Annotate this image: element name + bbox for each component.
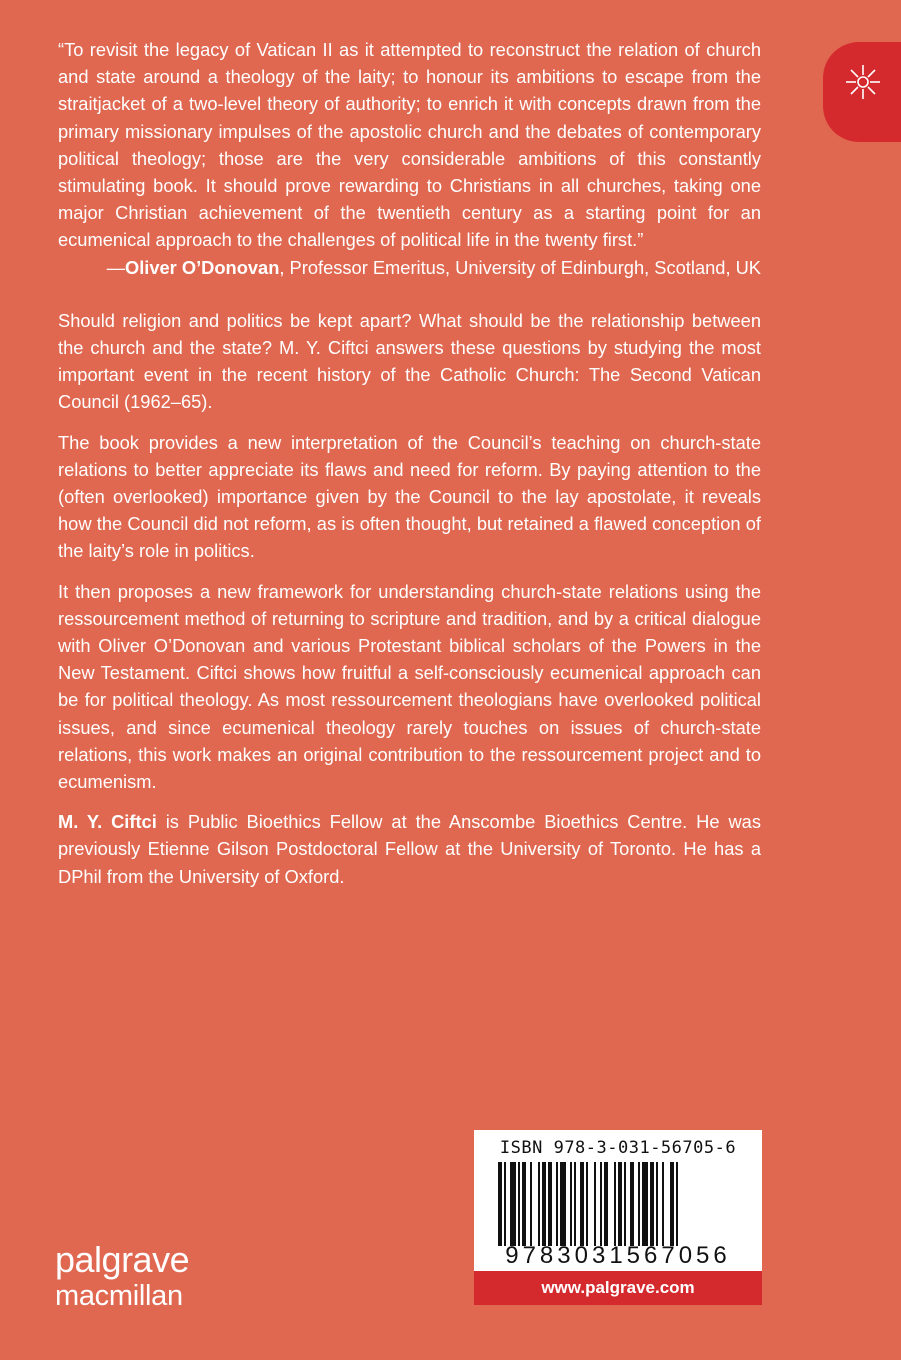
barcode-bar (594, 1162, 596, 1246)
endorser-affiliation: , Professor Emeritus, University of Edinburgh, Scotland, UK (279, 256, 761, 278)
publisher-url[interactable]: www.palgrave.com (474, 1271, 762, 1305)
barcode-bar (600, 1162, 602, 1246)
barcode-bar (530, 1162, 532, 1246)
barcode-bar (642, 1162, 648, 1246)
barcode-bar (548, 1162, 552, 1246)
barcode-bar (522, 1162, 526, 1246)
barcode-bar (650, 1162, 654, 1246)
author-bio-text: is Public Bioethics Fellow at the Anscombe Bioethics Centre. He was previously Etienne Gilson Postdoctoral Fellow at the University of Toronto. He has a DPhil from the University of Oxford. (58, 811, 761, 887)
publisher-badge (823, 42, 901, 142)
isbn-label: ISBN 978-3-031-56705-6 (499, 1138, 737, 1158)
logo-palgrave: palgrave (55, 1239, 190, 1280)
author-name: M. Y. Ciftci (58, 811, 157, 833)
barcode-bar (542, 1162, 546, 1246)
barcode-bar (618, 1162, 622, 1246)
barcode-bar (498, 1162, 502, 1246)
barcode-bar (580, 1162, 584, 1246)
barcode-bar (570, 1162, 572, 1246)
endorsement-quote: “To revisit the legacy of Vatican II as it attempted to reconstruct the relation of church and state around a theology of the laity; to honour its ambitions to escape from the straitjacket of a two-level theory of authority; to enrich it with concepts drawn from the primary missionary impulses of the apostolic church and the debates of contemporary political theology; those are the very considerable ambitions of this constantly stimulating book. It should prove rewarding to Christians in all churches, taking one major Christian achievement of the twentieth century as a starting point for an ecumenical approach to the challenges of political life in the twenty first.” (58, 39, 761, 251)
barcode-bar (676, 1162, 678, 1246)
barcode-bar (504, 1162, 506, 1246)
barcode-bar (586, 1162, 588, 1246)
logo-macmillan: macmillan (55, 1280, 183, 1312)
barcode-bar (638, 1162, 640, 1246)
blurb-paragraph-2: The book provides a new interpretation of the Council’s teaching on church-state relations to better appreciate its flaws and need for reform. By paying attention to the (often overlooked) importance given by the Council to the lay apostolate, it reveals how the Council did not reform, as is often thought, but retained a flawed conception of the laity’s role in politics. (58, 431, 761, 562)
barcode-bar (604, 1162, 608, 1246)
attribution-dash: — (106, 256, 125, 278)
endorsement-attribution (58, 254, 761, 281)
barcode-bar (556, 1162, 558, 1246)
back-cover-text (58, 36, 761, 890)
barcode-bar (574, 1162, 576, 1246)
barcode-bar (560, 1162, 566, 1246)
publisher-logo (55, 1240, 189, 1312)
barcode-bar (624, 1162, 626, 1246)
blurb-paragraph-1: Should religion and politics be kept apart? What should be the relationship between the church and the state? M. Y. Ciftci answers these questions by studying the most important event in the recent history of the Catholic Church: The Second Vatican Council (1962–65). (58, 309, 761, 413)
barcode-bar (510, 1162, 516, 1246)
barcode-panel (474, 1130, 762, 1305)
barcode-bar (630, 1162, 634, 1246)
barcode-bars (498, 1162, 738, 1246)
barcode-bar (656, 1162, 658, 1246)
endorser-name: Oliver O’Donovan (124, 256, 280, 278)
blurb-paragraph-3: It then proposes a new framework for understanding church-state relations using the ressourcement method of returning to scripture and tradition, and by a critical dialogue with Oliver O’Donovan and various Protestant biblical scholars of the Powers in the New Testament. Ciftci shows how fruitful a self-consciously ecumenical approach can be for political theology. As most ressourcement theologians have overlooked political issues, and since ecumenical theology rarely touches on issues of church-state relations, this work makes an original contribution to the ressourcement project and to ecumenism. (58, 580, 761, 793)
author-bio (58, 808, 761, 890)
barcode-bar (518, 1162, 520, 1246)
barcode-bar (662, 1162, 664, 1246)
barcode-bar (538, 1162, 540, 1246)
barcode-digits: 9783031567056 (505, 1242, 731, 1269)
barcode-bar (670, 1162, 674, 1246)
barcode-bar (614, 1162, 616, 1246)
palgrave-star-icon (843, 62, 883, 102)
